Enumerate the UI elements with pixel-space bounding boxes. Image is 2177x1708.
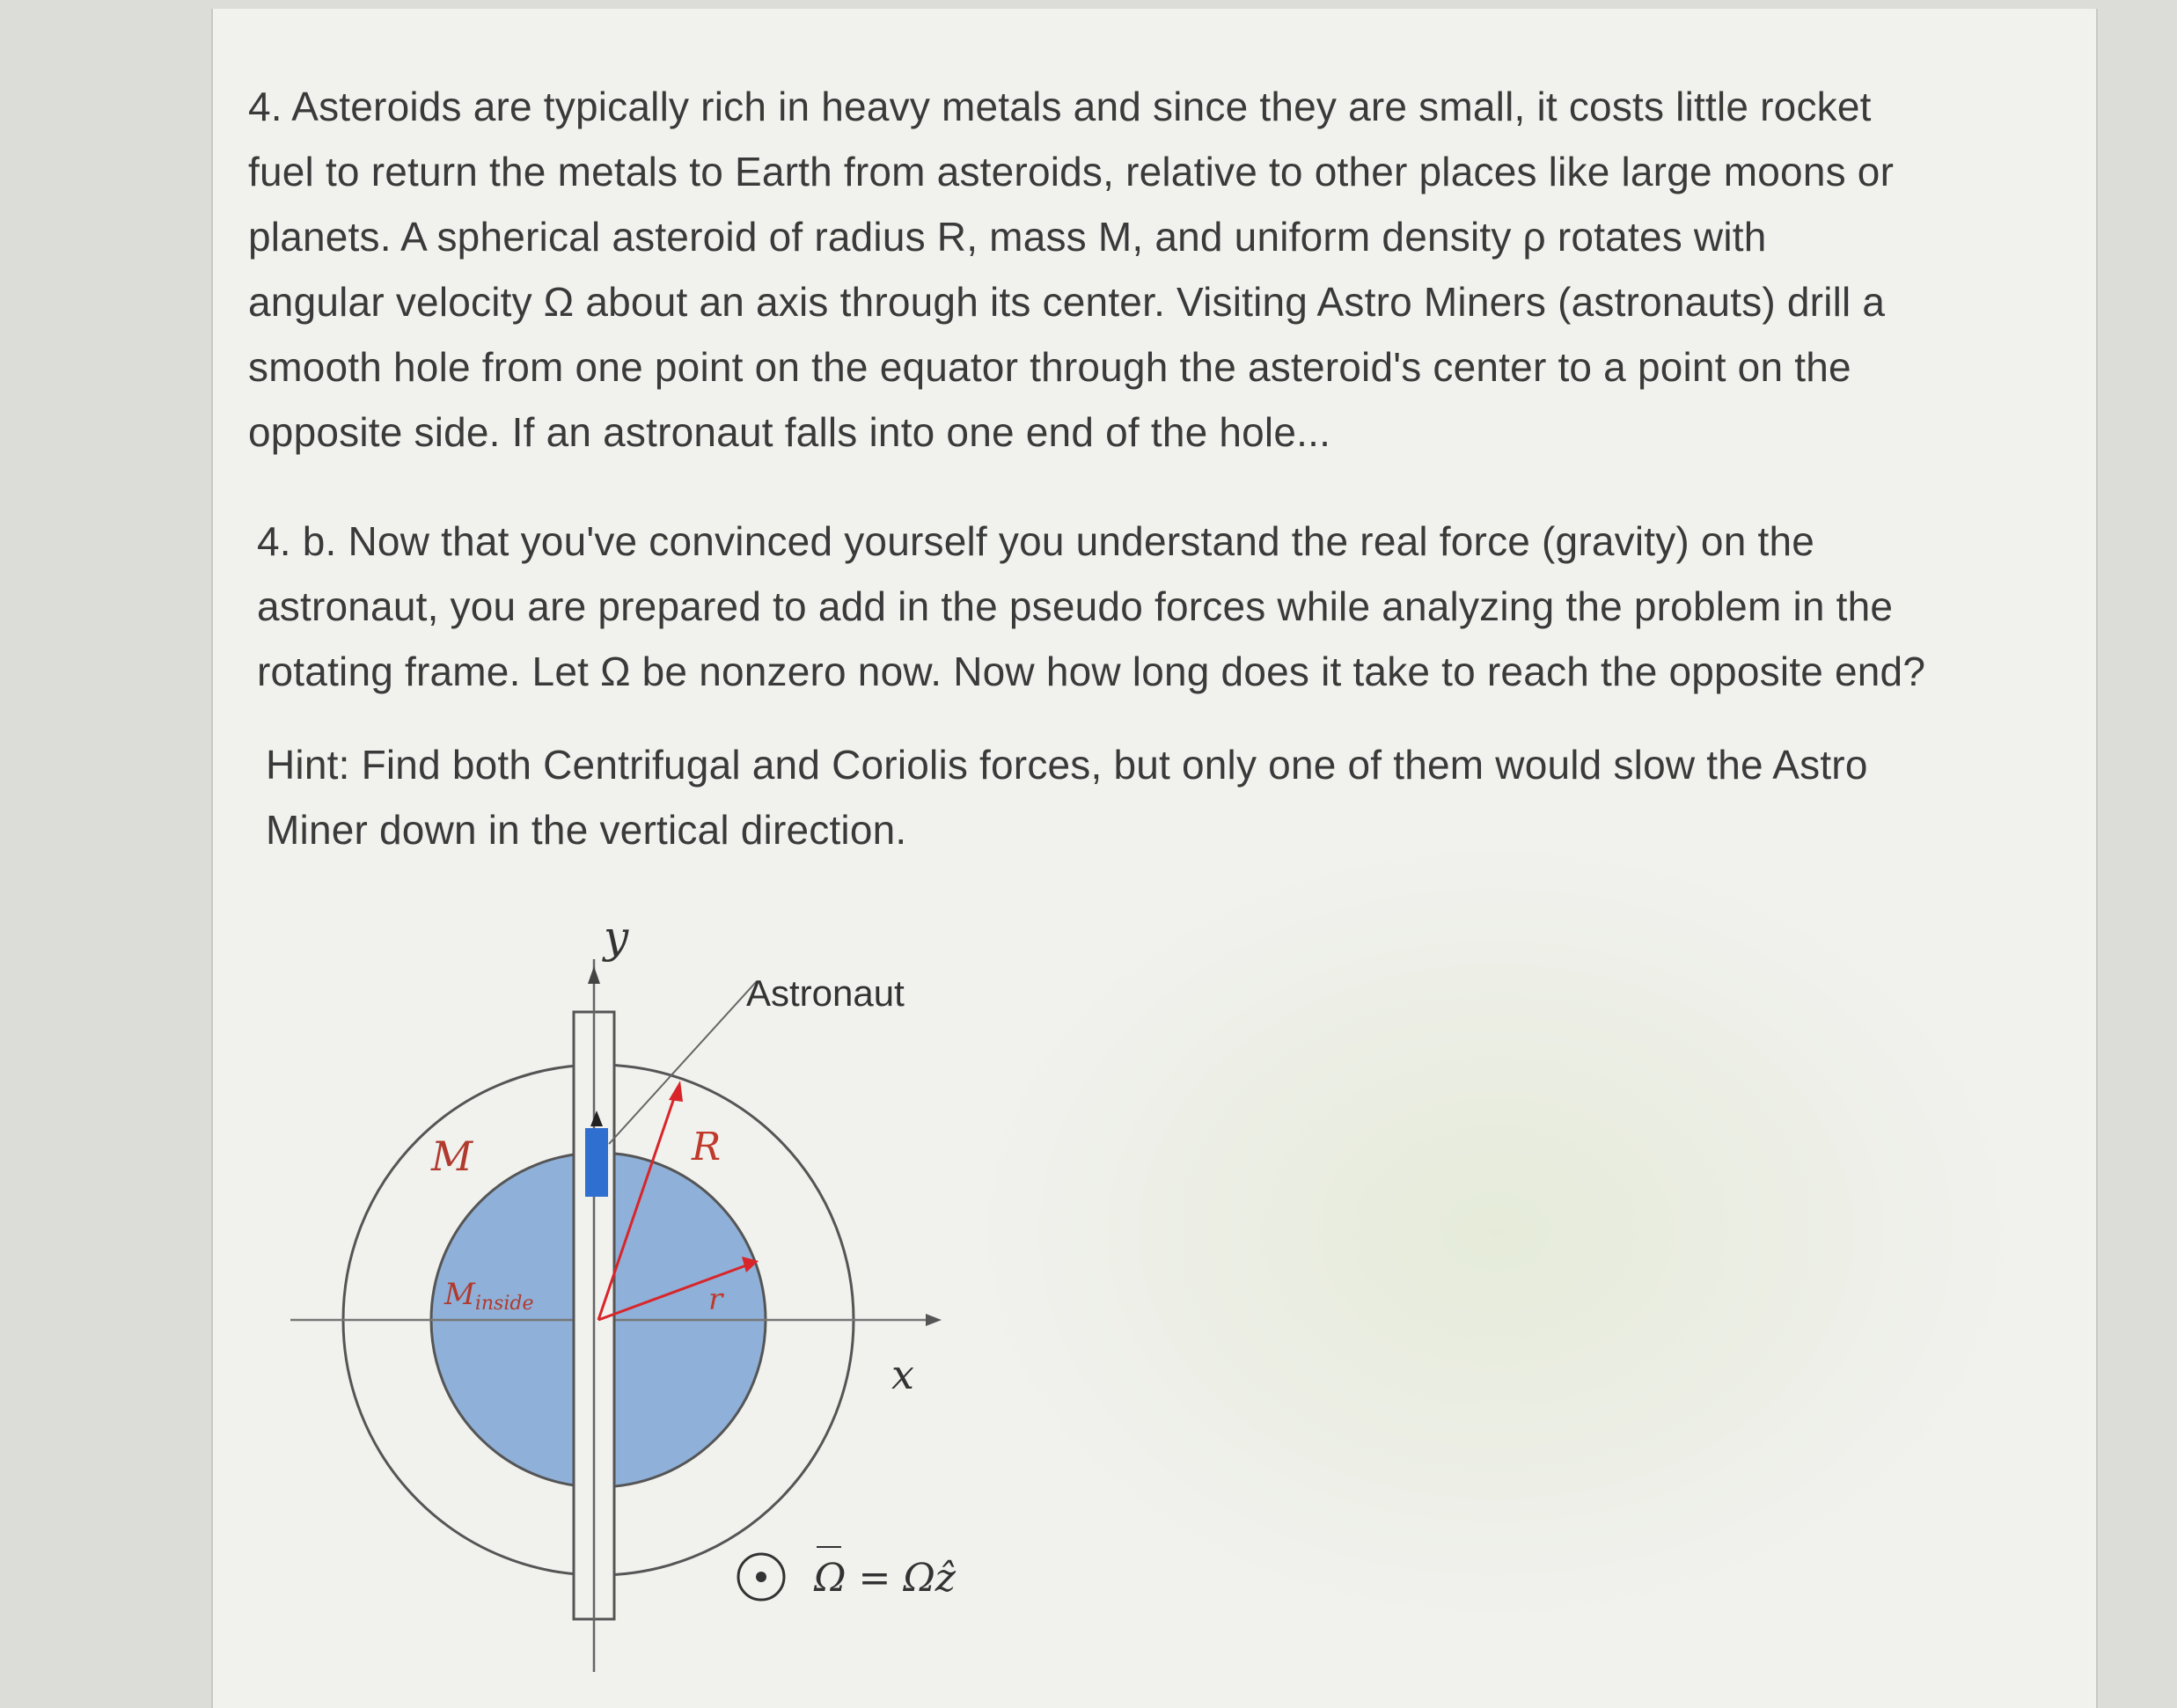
intro-line: 4. Asteroids are typically rich in heavy metals and since they are small, it costs little rocket (248, 84, 1872, 129)
y-label: y (604, 912, 629, 963)
r-label: r (708, 1282, 723, 1317)
y-axis-arrow (588, 966, 600, 984)
intro-line: fuel to return the metals to Earth from asteroids, relative to other places like large moons or (248, 149, 1895, 194)
outer-mass-label: M (431, 1133, 473, 1180)
intro-line: planets. A spherical asteroid of radius R, mass M, and uniform density ρ rotates with (248, 214, 1767, 260)
part-b-line: astronaut, you are prepared to add in the pseudo forces while analyzing the problem in the (257, 583, 1894, 629)
astronaut-label: Astronaut (746, 972, 905, 1014)
hint-line: Hint: Find both Centrifugal and Coriolis forces, but only one of them would slow the Astro (266, 742, 1868, 788)
astronaut-pointer (609, 981, 757, 1144)
intro-line: smooth hole from one point on the equator through the asteroid's center to a point on the (248, 344, 1851, 390)
part-b-line: 4. b. Now that you've convinced yourself you understand the real force (gravity) on the (257, 518, 1815, 564)
radius-label: R (692, 1125, 722, 1169)
x-axis-arrow (926, 1314, 942, 1326)
inner-mass-label: Minside (444, 1277, 534, 1315)
out-of-page-dot-icon (756, 1572, 766, 1582)
hint-line: Miner down in the vertical direction. (266, 807, 907, 853)
part-b-line: rotating frame. Let Ω be nonzero now. Now how long does it take to reach the opposite end? (257, 649, 1926, 694)
astronaut-marker (585, 1128, 608, 1197)
x-label: x (891, 1351, 914, 1398)
radius-vector-head (669, 1081, 683, 1102)
intro-line: angular velocity Ω about an axis through its center. Visiting Astro Miners (astronauts) drill a (248, 279, 1886, 325)
omega-label: Ω = Ωẑ (814, 1556, 956, 1601)
intro-line: opposite side. If an astronaut falls into one end of the hole... (248, 409, 1331, 455)
